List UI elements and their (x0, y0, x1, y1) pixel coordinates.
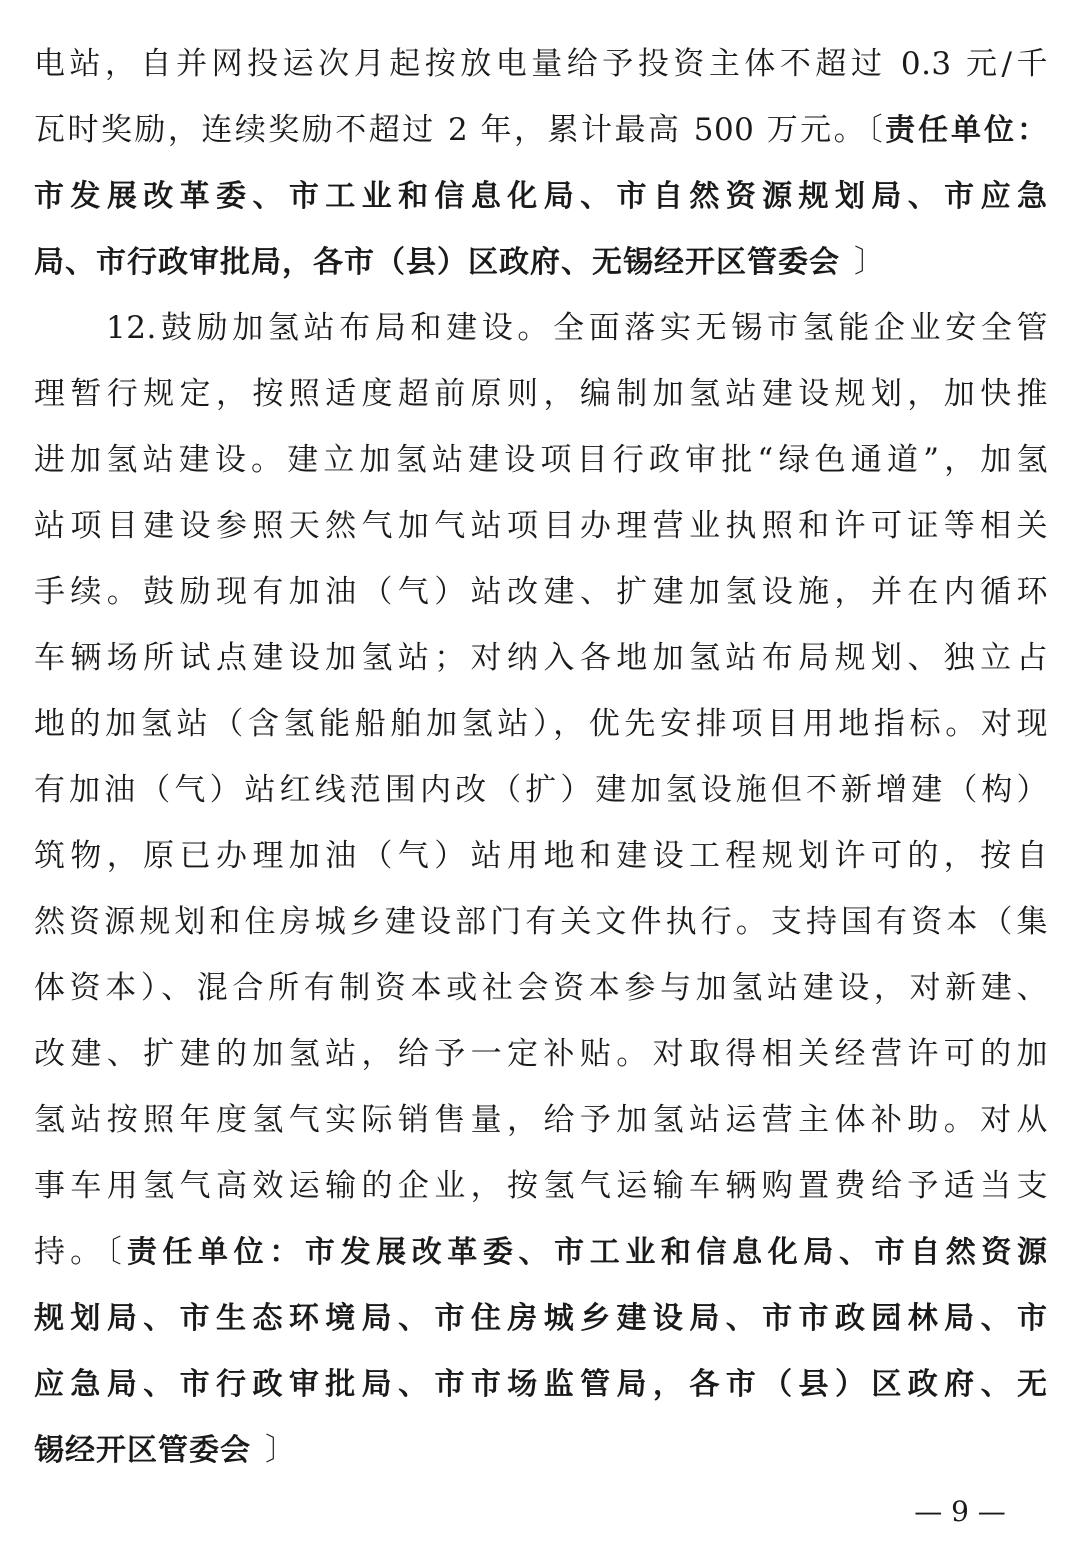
text-run: 然资源规划和住房城乡建设部门有关文件执行。支持国有资本（集 (34, 904, 1048, 940)
responsibility-label: 责任单位：市发展改革委、市工业和信息化局、市自然资源 (126, 1235, 1049, 1270)
text-run: 瓦时奖励，连续奖励不超过 2 年，累计最高 500 万元。〔 (34, 112, 886, 148)
text-line (34, 890, 1048, 954)
text-run: 有加油（气）站红线范围内改（扩）建加氢设施但不新增建（构） (34, 772, 1048, 808)
responsibility-units: 应急局、市行政审批局、市市场监管局，各市（县）区政府、无 (34, 1367, 1048, 1402)
responsibility-label: 责任单位： (885, 113, 1049, 148)
text-run: 筑物，原已办理加油（气）站用地和建设工程规划许可的，按自 (34, 838, 1048, 874)
text-line (34, 956, 1048, 1020)
text-line (34, 1352, 1048, 1416)
text-line (34, 1418, 1048, 1482)
text-run: 氢站按照年度氢气实际销售量，给予加氢站运营主体补助。对从 (34, 1102, 1048, 1138)
text-run: 站项目建设参照天然气加气站项目办理营业执照和许可证等相关 (34, 508, 1048, 544)
text-run: 理暂行规定，按照适度超前原则，编制加氢站建设规划，加快推 (34, 376, 1048, 412)
text-line (34, 1286, 1048, 1350)
text-line (34, 230, 1048, 294)
text-line (34, 758, 1048, 822)
text-line (34, 1088, 1048, 1152)
closing-bracket: 〕 (265, 1432, 297, 1468)
responsibility-units: 规划局、市生态环境局、市住房城乡建设局、市市政园林局、市 (34, 1301, 1048, 1336)
text-line (34, 494, 1048, 558)
text-run: 电站，自并网投运次月起按放电量给予投资主体不超过 0.3 元/千 (34, 46, 1048, 82)
text-run: 体资本）、混合所有制资本或社会资本参与加氢站建设，对新建、 (34, 970, 1048, 1006)
page-number: — 9 — (914, 1495, 1006, 1528)
text-line (34, 626, 1048, 690)
text-line (34, 1022, 1048, 1086)
text-run: 改建、扩建的加氢站，给予一定补贴。对取得相关经营许可的加 (34, 1036, 1048, 1072)
closing-bracket: 〕 (854, 244, 886, 280)
text-line (34, 164, 1048, 228)
text-run: 车辆场所试点建设加氢站；对纳入各地加氢站布局规划、独立占 (34, 640, 1048, 676)
responsibility-units: 锡经开区管委会 (34, 1433, 251, 1468)
responsibility-units: 市发展改革委、市工业和信息化局、市自然资源规划局、市应急 (34, 179, 1048, 214)
text-run: 地的加氢站（含氢能船舶加氢站），优先安排项目用地指标。对现 (34, 706, 1048, 742)
section-heading-line (106, 296, 1048, 360)
text-line (34, 560, 1048, 624)
text-line (34, 824, 1048, 888)
text-line (34, 1220, 1048, 1284)
text-line (34, 32, 1048, 96)
responsibility-units: 局、市行政审批局，各市（县）区政府、无锡经开区管委会 (34, 245, 840, 280)
text-line (34, 362, 1048, 426)
text-line (34, 1154, 1048, 1218)
text-line (34, 428, 1048, 492)
text-run: 手续。鼓励现有加油（气）站改建、扩建加氢设施，并在内循环 (34, 574, 1048, 610)
text-run: 持。〔 (34, 1234, 127, 1270)
text-line (34, 98, 1048, 162)
text-run: 进加氢站建设。建立加氢站建设项目行政审批“绿色通道”，加氢 (34, 442, 1048, 478)
text-run: 12.鼓励加氢站布局和建设。全面落实无锡市氢能企业安全管 (106, 310, 1048, 346)
text-line (34, 692, 1048, 756)
text-run: 事车用氢气高效运输的企业，按氢气运输车辆购置费给予适当支 (34, 1168, 1048, 1204)
